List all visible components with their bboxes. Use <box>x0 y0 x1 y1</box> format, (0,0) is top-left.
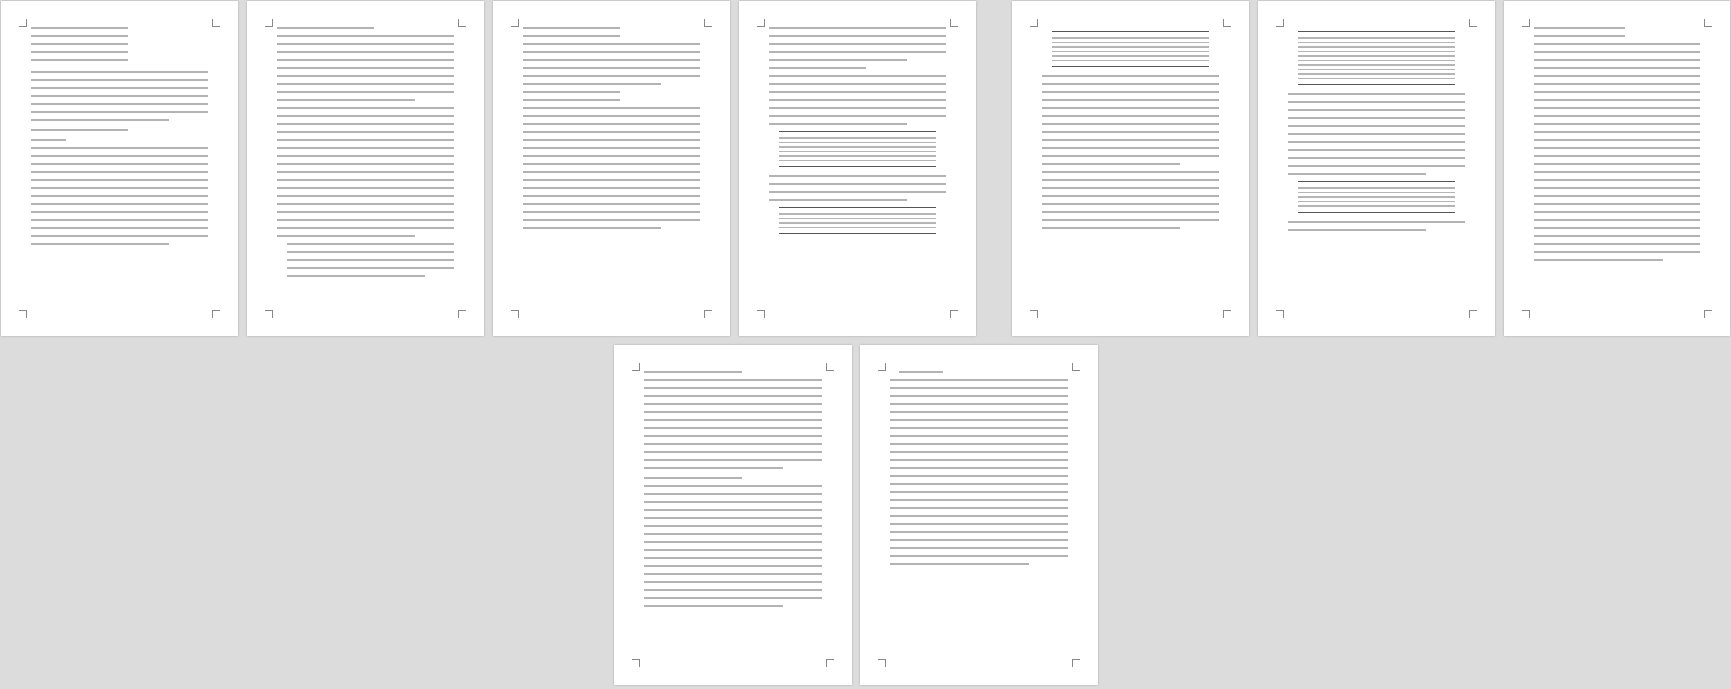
crop-mark <box>704 19 712 27</box>
crop-mark <box>1469 310 1477 318</box>
crop-mark <box>632 363 640 371</box>
crop-mark <box>1522 19 1530 27</box>
page-text <box>523 27 700 310</box>
crop-mark <box>704 310 712 318</box>
document-page-8[interactable] <box>614 345 852 685</box>
data-table <box>1298 181 1455 213</box>
crop-mark <box>19 310 27 318</box>
page-text <box>1534 27 1700 310</box>
data-table <box>779 131 936 167</box>
data-table <box>1052 31 1209 67</box>
document-page-5[interactable] <box>1012 1 1249 336</box>
page-text <box>769 27 946 310</box>
document-page-7[interactable] <box>1504 1 1730 336</box>
document-page-1[interactable] <box>1 1 238 336</box>
crop-mark <box>1223 19 1231 27</box>
crop-mark <box>878 363 886 371</box>
crop-mark <box>1030 310 1038 318</box>
page-text <box>644 371 822 659</box>
crop-mark <box>632 659 640 667</box>
crop-mark <box>1522 310 1530 318</box>
page-text <box>31 27 208 310</box>
crop-mark <box>458 19 466 27</box>
crop-mark <box>826 363 834 371</box>
crop-mark <box>1223 310 1231 318</box>
crop-mark <box>1072 659 1080 667</box>
page-text <box>1288 27 1465 310</box>
crop-mark <box>265 310 273 318</box>
crop-mark <box>1704 19 1712 27</box>
crop-mark <box>265 19 273 27</box>
crop-mark <box>511 310 519 318</box>
crop-mark <box>1030 19 1038 27</box>
data-table <box>1298 31 1455 85</box>
crop-mark <box>950 19 958 27</box>
crop-mark <box>1276 310 1284 318</box>
page-text <box>277 27 454 310</box>
crop-mark <box>1072 363 1080 371</box>
document-page-3[interactable] <box>493 1 730 336</box>
crop-mark <box>212 310 220 318</box>
crop-mark <box>19 19 27 27</box>
crop-mark <box>878 659 886 667</box>
document-page-6[interactable] <box>1258 1 1495 336</box>
document-page-4[interactable] <box>739 1 976 336</box>
crop-mark <box>757 310 765 318</box>
data-table <box>779 207 936 234</box>
crop-mark <box>950 310 958 318</box>
crop-mark <box>826 659 834 667</box>
page-text <box>1042 27 1219 310</box>
page-text <box>890 371 1068 659</box>
document-page-9[interactable] <box>860 345 1098 685</box>
crop-mark <box>1276 19 1284 27</box>
crop-mark <box>458 310 466 318</box>
crop-mark <box>511 19 519 27</box>
crop-mark <box>757 19 765 27</box>
crop-mark <box>212 19 220 27</box>
document-page-2[interactable] <box>247 1 484 336</box>
crop-mark <box>1704 310 1712 318</box>
crop-mark <box>1469 19 1477 27</box>
